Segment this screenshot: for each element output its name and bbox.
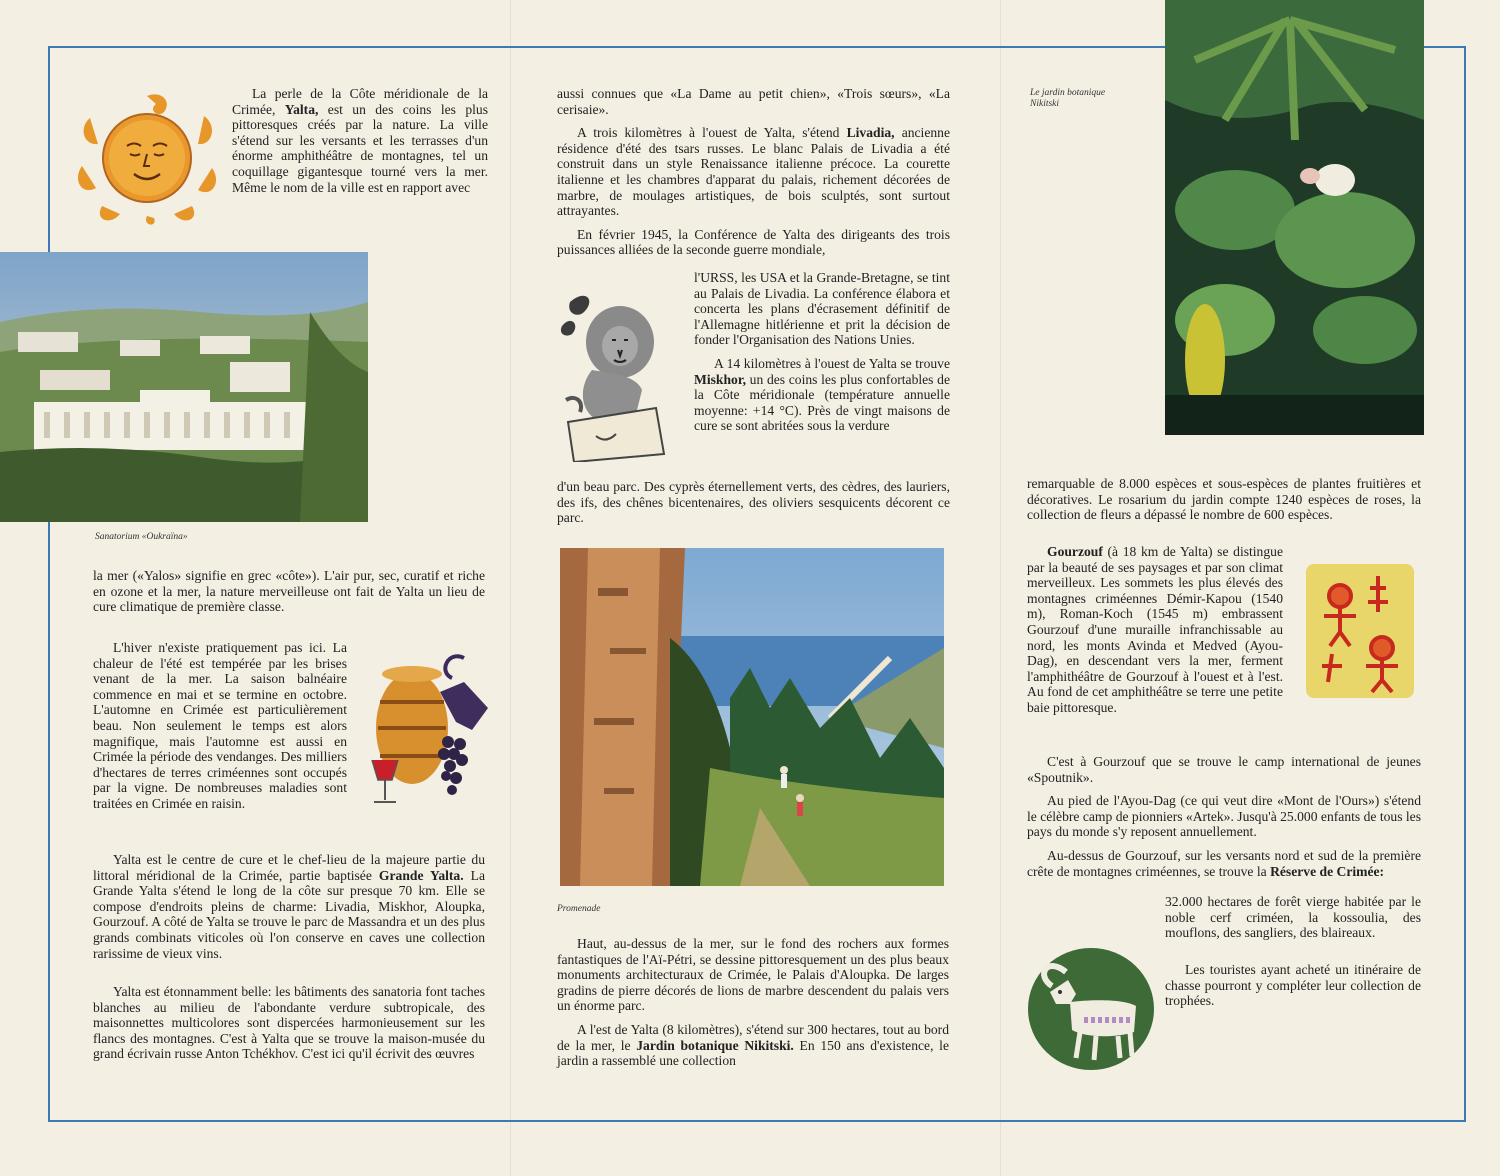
promenade-caption: Promenade: [557, 904, 601, 914]
wine-barrel-illustration: [368, 652, 496, 810]
col1-paragraph-continue: la mer («Yalos» signifie en grec «côte»). L'air pur, sec, curatif et riche en ozone et la mer, la nature merveilleuse ont fait de Yalta un lieu de cure climatique de première classe.: [93, 568, 485, 615]
col3-paragraph-gourzouf: Gourzouf (à 18 km de Yalta) se distingue par la beauté de ses paysages et par son climat merveilleux. Les sommets les plus élevés des montagnes criméennes Démir-Kapou (1540 m), Roman-Koch (1545 m) embrassent Gourzouf d'une muraille infranchissable au nord, les monts Avinda et Medved (Ayou-Dag), en descendant vers la mer, ferment l'amphithéâtre de Gourzouf à l'ouest et à l'est. Au fond de cet amphithéâtre se terre une petite baie pittoresque.: [1027, 544, 1283, 715]
jardin-photo: [1165, 0, 1424, 435]
col3-paragraph-spoutnik-artek: C'est à Gourzouf que se trouve le camp international de jeunes «Spoutnik». Au pied de l'Ayou-Dag (ce qui veut dire «Mont de l'Ours») s'étend le célèbre camp de pionniers «Artek». Jusqu'à 25.000 enfants de tous les pays du monde s'y reposent annuellement. Au-dessus de Gourzouf, sur les versants nord et sud de la première crête de montagnes criméennes, se trouve la Réserve de Crimée:: [1027, 754, 1421, 879]
col3-paragraph-reserve: 32.000 hectares de forêt vierge habitée par le noble cerf criméen, la kossoulia, des mouflons, des sangliers, des blaireaux.: [1165, 894, 1421, 941]
lion-statue-illustration: [556, 290, 668, 462]
sanatorium-photo: [0, 252, 368, 522]
jardin-caption-line-2: Nikitski: [1030, 99, 1060, 109]
col2-paragraph-top: aussi connues que «La Dame au petit chien», «Trois sœurs», «La cerisaie». A trois kilomètres à l'ouest de Yalta, s'étend Livadia, ancienne résidence d'été des tsars russes. Le blanc Palais de Livadia a été construit dans un style Renaissance italienne précoce. La courette italienne et les chambres d'apparat du palais, richement décorées de marbre, de moulages artistiques, de bois sculptés, sont surtout attrayantes. En février 1945, la Conférence de Yalta des dirigeants des trois puissances alliées de la seconde guerre mondiale,: [557, 86, 950, 258]
intro-paragraph: La perle de la Côte méridionale de la Crimée, Yalta, est un des coins les plus pittoresques créés par la nature. La ville s'étend sur les versants et les terrasses d'un énorme amphithéâtre de montagnes, tel un coquillage gigantesque tourné vers la mer. Même le nom de la ville est en rapport avec: [232, 86, 488, 195]
children-figures-illustration: [1304, 562, 1416, 700]
col1-paragraph-centre: Yalta est le centre de cure et le chef-lieu de la majeure partie du littoral méridional de la Crimée, partie baptisée Grande Yalta. La Grande Yalta s'étend le long de la côte sur presque 70 km. Elle se compose d'endroits pleins de charme: Livadia, Miskhor, Aloupka, Gourzouf. A côté de Yalta se trouve le parc de Massandra et un des plus grands combinats viticoles où l'on conserve en caves une collection rarissime de vieux vins.: [93, 852, 485, 961]
col2-paragraph-miskhor-tail: d'un beau parc. Des cyprès éternellement verts, des cèdres, des lauriers, des ifs, des chênes bicentenaires, des oliviers sesquicents décorent ce parc.: [557, 479, 950, 526]
goat-illustration: [1026, 946, 1156, 1072]
sun-face-illustration: [72, 88, 222, 228]
col1-paragraph-hiver: L'hiver n'existe pratiquement pas ici. La chaleur de l'été est tempérée par les brises venant de la mer. La saison balnéaire commence en mai et se termine en octobre. L'automne en Crimée est particulièrement beau. Non seulement le temps est alors magnifique, mais l'automne est aussi en Crimée la période des vendanges. Des milliers d'hectares de terres criméennes sont occupés par la vigne. De nombreuses maladies sont traitées en Crimée en raisin.: [93, 640, 347, 811]
jardin-caption: [1030, 88, 1105, 110]
col1-paragraph-belle: Yalta est étonnamment belle: les bâtiments des sanatoria font taches blanches au milieu de l'abondante verdure subtropicale, des maisonnettes multicolores sont dispercées harmonieusement sur les flancs des montagnes. C'est à Yalta que se trouve la maison-musée du grand écrivain russe Anton Tchékhov. C'est ici qu'il écrivit des œuvres: [93, 984, 485, 1062]
col2-paragraph-aipetri: Haut, au-dessus de la mer, sur le fond des rochers aux formes fantastiques de l'Aï-Pétri, se dessine pittoresquement un des plus beaux monuments architecturaux de Crimée, le Palais d'Aloupka. De larges gradins de pierre décorés de lions de marbre descendent du palais vers un énorme parc. A l'est de Yalta (8 kilomètres), s'étend sur 300 hectares, tout au bord de la mer, le Jardin botanique Nikitski. En 150 ans d'existence, le jardin a rassemblé une collection: [557, 936, 949, 1069]
col3-paragraph-touristes: Les touristes ayant acheté un itinéraire de chasse pourront y compléter leur collection de trophées.: [1165, 962, 1421, 1009]
sanatorium-caption: Sanatorium «Oukraïna»: [95, 532, 188, 542]
jardin-caption-line-1: Le jardin botanique: [1030, 88, 1106, 98]
promenade-photo: [560, 548, 944, 886]
col2-paragraph-1945: l'URSS, les USA et la Grande-Bretagne, se tint au Palais de Livadia. La conférence élabora et concerta les plans d'écrasement définitif de l'Allemagne hitlérienne et prit la décision de fonder l'Organisation des Nations Unies. A 14 kilomètres à l'ouest de Yalta se trouve Miskhor, un des coins les plus confortables de la Côte méridionale (température annuelle moyenne: +14 °C). Près de vingt maisons de cure se sont abritées sous la verdure: [694, 270, 950, 434]
col3-paragraph-remarquable: remarquable de 8.000 espèces et sous-espèces de plantes fruitières et décoratives. Le rosarium du jardin compte 1240 espèces de roses, la collection de fleurs a dépassé le nombre de 600 espèces.: [1027, 476, 1421, 523]
